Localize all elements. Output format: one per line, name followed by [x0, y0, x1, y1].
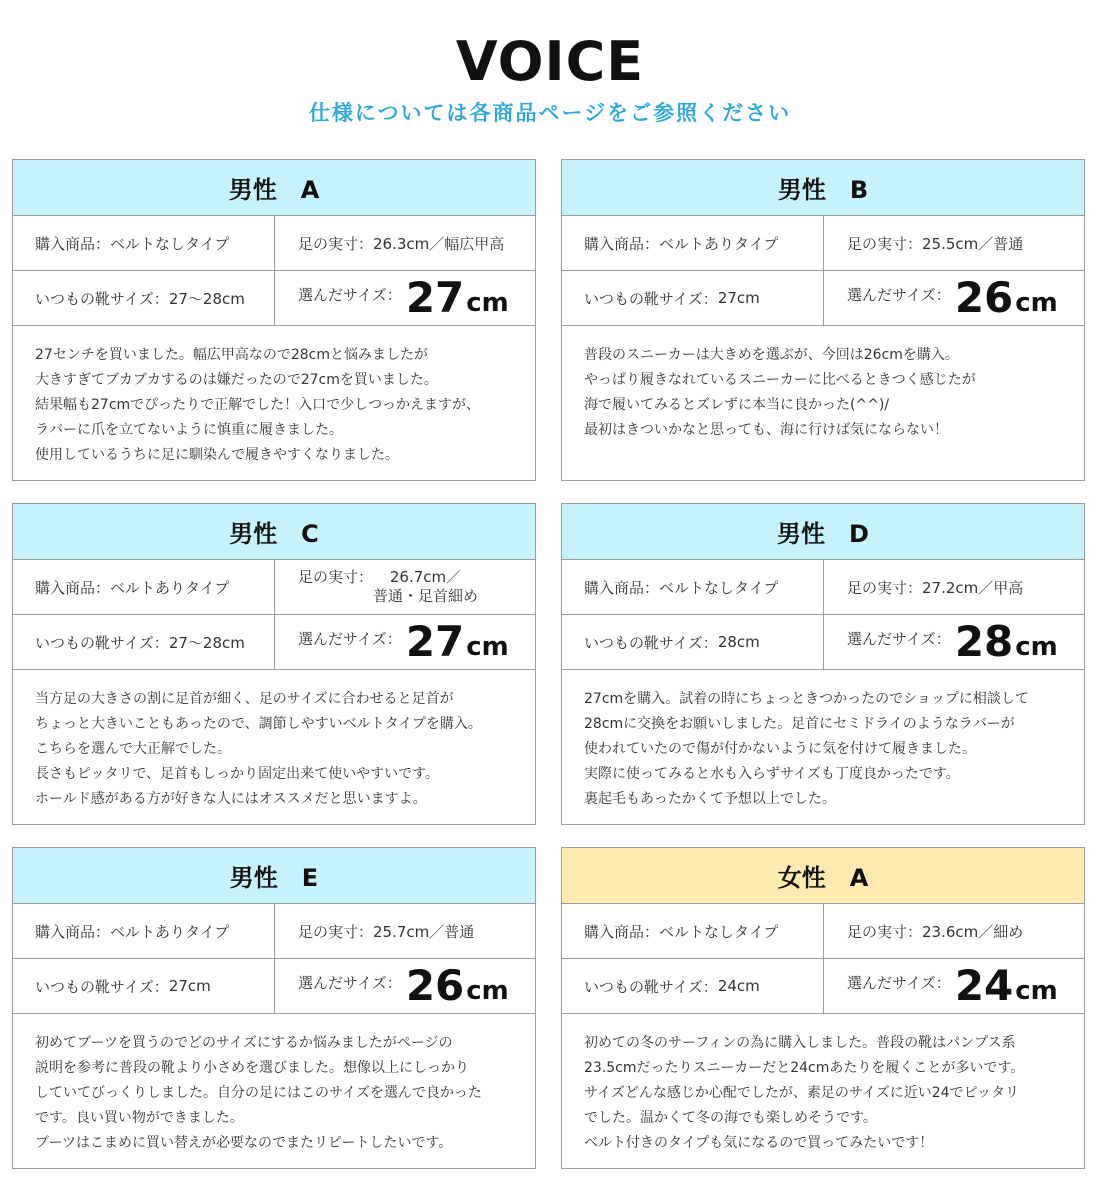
foot-measurement — [275, 560, 535, 614]
chosen-size-number: 24 — [954, 961, 1014, 1010]
review-comment: 普段のスニーカーは大きめを選ぶが、今回は26cmを購入。 やっぱり履きなれているスニーカーに比べるときつく感じたが 海で履いてみるとズレずに本当に良かった(^^)/ 最初はきついかなと思っても、海に行けば気にならない！ — [584, 347, 976, 438]
purchased-product — [13, 904, 275, 958]
card-header: 男性 B — [562, 160, 1084, 216]
review-card — [561, 159, 1085, 481]
product-label: 購入商品： — [35, 234, 111, 253]
chosen-size-unit: cm — [466, 632, 509, 662]
foot-label: 足の実寸： — [847, 234, 923, 253]
product-value: ベルトなしタイプ — [110, 234, 230, 253]
usual-size — [562, 959, 824, 1013]
chosen-label: 選んだサイズ： — [847, 285, 951, 304]
foot-value: 25.7cm／普通 — [373, 922, 475, 941]
chosen-size-number: 27 — [405, 617, 465, 666]
card-header: 男性 D — [562, 504, 1084, 560]
foot-measurement — [824, 904, 1084, 958]
foot-measurement — [824, 216, 1084, 270]
purchased-product — [562, 560, 824, 614]
page-title: VOICE — [455, 30, 645, 93]
usual-label: いつもの靴サイズ： — [584, 633, 718, 652]
chosen-size — [275, 271, 535, 325]
usual-value: 27〜28cm — [168, 289, 245, 308]
chosen-size-number: 28 — [954, 617, 1014, 666]
product-label: 購入商品： — [584, 234, 660, 253]
product-value: ベルトなしタイプ — [659, 578, 779, 597]
chosen-size — [275, 959, 535, 1013]
card-header: 男性 E — [13, 848, 535, 904]
chosen-size-number: 27 — [405, 273, 465, 322]
product-label: 購入商品： — [584, 922, 660, 941]
foot-value: 25.5cm／普通 — [922, 234, 1024, 253]
foot-value: 23.6cm／細め — [922, 922, 1024, 941]
foot-measurement — [275, 904, 535, 958]
usual-label: いつもの靴サイズ： — [35, 633, 169, 652]
review-comment: 初めてブーツを買うのでどのサイズにするか悩みましたがページの 説明を参考に普段の靴より小さめを選びました。想像以上にしっかり していてびっくりしました。自分の足にはこのサイズを選んで良かった です。良い買い物ができました。 ブーツはこまめに買い替えが必要なのでまたリピートしたいです。 — [35, 1035, 482, 1151]
chosen-size-unit: cm — [1015, 632, 1058, 662]
product-label: 購入商品： — [584, 578, 660, 597]
usual-size — [13, 615, 275, 669]
purchased-product — [562, 904, 824, 958]
purchased-product — [13, 560, 275, 614]
card-header: 男性 C — [13, 504, 535, 560]
chosen-size-unit: cm — [466, 976, 509, 1006]
review-comment: 27センチを買いました。幅広甲高なので28cmと悩みましたが 大きすぎてブカブカするのは嫌だったので27cmを買いました。 結果幅も27cmでぴったりで正解でした！入口で少しつっかえますが、 ラバーに爪を立てないように慎重に履きました。 使用しているうちに足に馴染んで履きやすくなりました。 — [35, 347, 481, 463]
chosen-size-number: 26 — [954, 273, 1014, 322]
chosen-size — [824, 959, 1084, 1013]
foot-value: 27.2cm／甲高 — [922, 578, 1024, 597]
foot-label: 足の実寸： — [847, 922, 923, 941]
chosen-size-unit: cm — [466, 288, 509, 318]
product-value: ベルトありタイプ — [110, 578, 230, 597]
usual-size — [562, 615, 824, 669]
usual-label: いつもの靴サイズ： — [584, 289, 718, 308]
review-card — [561, 503, 1085, 825]
review-card — [561, 847, 1085, 1169]
chosen-size-unit: cm — [1015, 288, 1058, 318]
usual-label: いつもの靴サイズ： — [35, 289, 169, 308]
review-card — [12, 503, 536, 825]
foot-value: 26.7cm／ 普通・足首細め — [373, 568, 479, 605]
usual-label: いつもの靴サイズ： — [584, 977, 718, 996]
foot-label: 足の実寸： — [298, 234, 374, 253]
usual-value: 24cm — [717, 977, 760, 995]
foot-measurement — [824, 560, 1084, 614]
purchased-product — [13, 216, 275, 270]
product-value: ベルトありタイプ — [659, 234, 779, 253]
chosen-size — [824, 271, 1084, 325]
card-header: 男性 A — [13, 160, 535, 216]
usual-size — [13, 959, 275, 1013]
usual-value: 28cm — [717, 633, 760, 651]
usual-value: 27cm — [168, 977, 211, 995]
chosen-size-number: 26 — [405, 961, 465, 1010]
foot-label: 足の実寸： — [298, 568, 374, 586]
usual-size — [13, 271, 275, 325]
review-comment: 27cmを購入。試着の時にちょっときつかったのでショップに相談して 28cmに交換をお願いしました。足首にセミドライのようなラバーが 使われていたので傷が付かないように気を付けて履きました。 実際に使ってみると水も入らずサイズも丁度良かったです。 裏起毛もあったかくて予想以上でした。 — [584, 691, 1029, 807]
foot-label: 足の実寸： — [847, 578, 923, 597]
usual-value: 27〜28cm — [168, 633, 245, 652]
chosen-label: 選んだサイズ： — [298, 973, 402, 992]
chosen-size — [824, 615, 1084, 669]
chosen-size — [275, 615, 535, 669]
purchased-product — [562, 216, 824, 270]
product-value: ベルトなしタイプ — [659, 922, 779, 941]
page-subtitle: 仕様については各商品ページをご参照ください — [308, 101, 792, 125]
usual-value: 27cm — [717, 289, 760, 307]
chosen-size-unit: cm — [1015, 976, 1058, 1006]
chosen-label: 選んだサイズ： — [298, 629, 402, 648]
chosen-label: 選んだサイズ： — [847, 629, 951, 648]
foot-measurement — [275, 216, 535, 270]
foot-label: 足の実寸： — [298, 922, 374, 941]
product-label: 購入商品： — [35, 922, 111, 941]
product-value: ベルトありタイプ — [110, 922, 230, 941]
card-header: 女性 A — [562, 848, 1084, 904]
review-comment: 当方足の大きさの割に足首が細く、足のサイズに合わせると足首が ちょっと大きいこともあったので、調節しやすいベルトタイプを購入。 こちらを選んで大正解でした。 長さもピッタリで、足首もしっかり固定出来て使いやすいです。 ホールド感がある方が好きな人にはオススメだと思いますよ。 — [35, 691, 482, 807]
review-card — [12, 159, 536, 481]
usual-size — [562, 271, 824, 325]
product-label: 購入商品： — [35, 578, 111, 597]
usual-label: いつもの靴サイズ： — [35, 977, 169, 996]
review-card — [12, 847, 536, 1169]
review-comment: 初めての冬のサーフィンの為に購入しました。普段の靴はパンプス系 23.5cmだったりスニーカーだと24cmあたりを履くことが多いです。 サイズどんな感じか心配でしたが、素足のサイズに近い24でピッタリ でした。温かくて冬の海でも楽しめそうです。 ベルト付きのタイプも気になるので買ってみたいです！ — [584, 1035, 1025, 1151]
foot-value: 26.3cm／幅広甲高 — [373, 234, 505, 253]
chosen-label: 選んだサイズ： — [847, 973, 951, 992]
chosen-label: 選んだサイズ： — [298, 285, 402, 304]
